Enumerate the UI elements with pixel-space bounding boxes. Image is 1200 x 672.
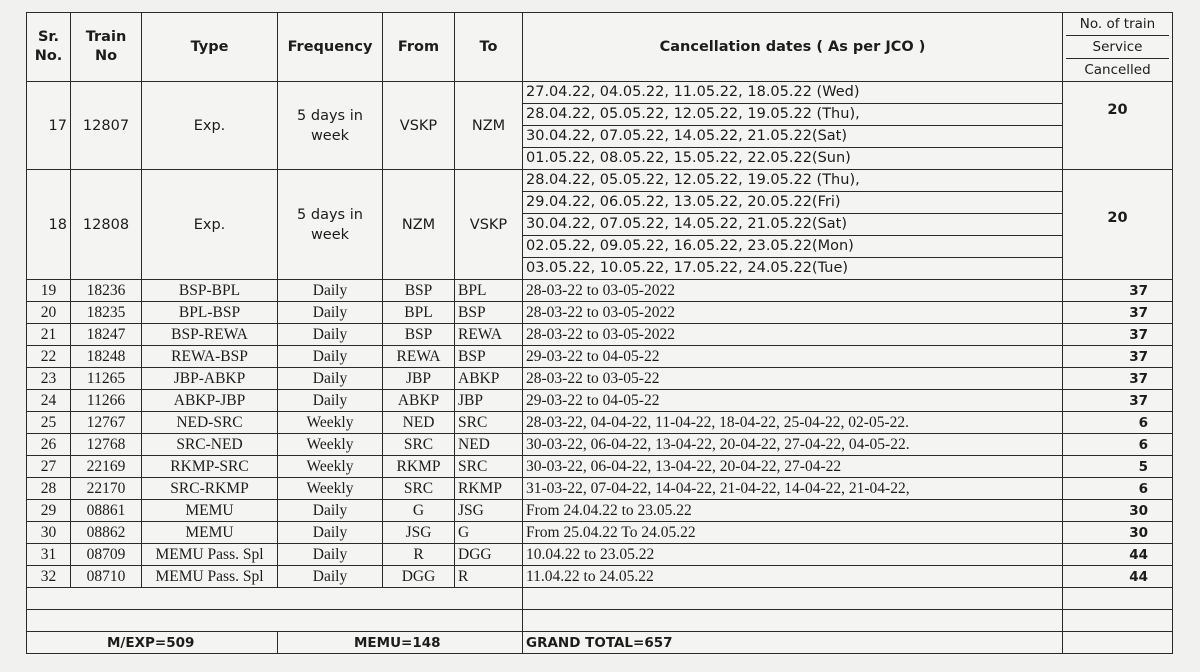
cell-frequency: Daily [278, 544, 383, 566]
cell-to: RKMP [455, 478, 523, 500]
cell-from: BSP [383, 280, 455, 302]
cell-type: RKMP-SRC [142, 456, 278, 478]
blank-cell [1063, 610, 1173, 632]
total-m-exp: M/EXP=509 [27, 632, 278, 654]
cell-from: VSKP [383, 82, 455, 170]
cell-train: 22170 [71, 478, 142, 500]
cell-to: VSKP [455, 170, 523, 280]
cell-sr: 25 [27, 412, 71, 434]
cell-type: BSP-REWA [142, 324, 278, 346]
date-line: 28.04.22, 05.05.22, 12.05.22, 19.05.22 (Thu), [523, 170, 1062, 192]
table-row [27, 566, 1173, 588]
table-row [27, 478, 1173, 500]
cell-to: ABKP [455, 368, 523, 390]
cell-from: DGG [383, 566, 455, 588]
date-line: 27.04.22, 04.05.22, 11.05.22, 18.05.22 (Wed) [523, 82, 1062, 104]
cell-sr: 22 [27, 346, 71, 368]
cell-frequency: Daily [278, 346, 383, 368]
table-header [27, 13, 1173, 82]
cell-train: 08861 [71, 500, 142, 522]
cell-count: 20 [1063, 82, 1173, 170]
cell-frequency: Daily [278, 566, 383, 588]
date-line: 02.05.22, 09.05.22, 16.05.22, 23.05.22(Mon) [523, 236, 1062, 258]
cell-to: REWA [455, 324, 523, 346]
header-services-line1: No. of train [1066, 13, 1169, 36]
cell-type: Exp. [142, 82, 278, 170]
cell-dates: 10.04.22 to 23.05.22 [523, 544, 1063, 566]
cell-dates: From 25.04.22 To 24.05.22 [523, 522, 1063, 544]
cell-count: 37 [1063, 368, 1173, 390]
blank-row [27, 610, 1173, 632]
cell-from: G [383, 500, 455, 522]
table-row [27, 390, 1173, 412]
cell-dates: 30-03-22, 06-04-22, 13-04-22, 20-04-22, 27-04-22, 04-05-22. [523, 434, 1063, 456]
cell-dates [523, 82, 1063, 170]
cell-train: 18236 [71, 280, 142, 302]
table-body [27, 82, 1173, 588]
cell-to: SRC [455, 412, 523, 434]
cell-to: BSP [455, 346, 523, 368]
grand-total: GRAND TOTAL=657 [523, 632, 1063, 654]
cell-frequency: Daily [278, 390, 383, 412]
cell-to: DGG [455, 544, 523, 566]
cell-to: BPL [455, 280, 523, 302]
total-memu: MEMU=148 [278, 632, 523, 654]
cell-sr: 20 [27, 302, 71, 324]
header-to: To [455, 13, 523, 82]
cell-train: 08710 [71, 566, 142, 588]
header-services-line2: Service [1066, 36, 1169, 59]
cell-from: BSP [383, 324, 455, 346]
cell-type: REWA-BSP [142, 346, 278, 368]
cell-sr: 29 [27, 500, 71, 522]
cell-from: R [383, 544, 455, 566]
blank-cell [523, 588, 1063, 610]
cell-to: SRC [455, 456, 523, 478]
cell-dates: From 24.04.22 to 23.05.22 [523, 500, 1063, 522]
cell-to: NED [455, 434, 523, 456]
cell-count: 37 [1063, 324, 1173, 346]
cell-frequency: Daily [278, 500, 383, 522]
cell-from: SRC [383, 434, 455, 456]
cell-from: JSG [383, 522, 455, 544]
date-line: 01.05.22, 08.05.22, 15.05.22, 22.05.22(Sun) [526, 150, 851, 166]
cell-type: MEMU [142, 522, 278, 544]
cell-train: 18248 [71, 346, 142, 368]
cell-count: 37 [1063, 280, 1173, 302]
cell-from: NZM [383, 170, 455, 280]
blank-cell [27, 610, 523, 632]
table-row [27, 522, 1173, 544]
cell-type: SRC-NED [142, 434, 278, 456]
date-line: 29.04.22, 06.05.22, 13.05.22, 20.05.22(Fri) [523, 192, 1062, 214]
cell-count: 44 [1063, 566, 1173, 588]
cell-sr: 30 [27, 522, 71, 544]
cell-train: 12808 [71, 170, 142, 280]
cell-type: MEMU [142, 500, 278, 522]
cell-count: 30 [1063, 522, 1173, 544]
date-line: 30.04.22, 07.05.22, 14.05.22, 21.05.22(Sat) [523, 126, 1062, 148]
cell-train: 22169 [71, 456, 142, 478]
cell-from: SRC [383, 478, 455, 500]
cell-from: JBP [383, 368, 455, 390]
cell-count: 5 [1063, 456, 1173, 478]
cell-frequency: Daily [278, 324, 383, 346]
blank-row [27, 588, 1173, 610]
cell-type: MEMU Pass. Spl [142, 544, 278, 566]
table-row [27, 368, 1173, 390]
cell-type: BSP-BPL [142, 280, 278, 302]
table-row [27, 544, 1173, 566]
table-row [27, 324, 1173, 346]
cell-count: 37 [1063, 302, 1173, 324]
cell-type: MEMU Pass. Spl [142, 566, 278, 588]
table-row [27, 346, 1173, 368]
cell-frequency: Weekly [278, 456, 383, 478]
cell-sr: 19 [27, 280, 71, 302]
header-services-cancelled [1063, 13, 1173, 82]
cell-train: 18247 [71, 324, 142, 346]
cell-sr: 27 [27, 456, 71, 478]
table-footer-body [27, 588, 1173, 654]
cell-train: 11265 [71, 368, 142, 390]
cell-frequency: 5 days in week [278, 170, 383, 280]
header-frequency: Frequency [278, 13, 383, 82]
date-line: 03.05.22, 10.05.22, 17.05.22, 24.05.22(Tue) [526, 260, 849, 276]
cell-sr: 31 [27, 544, 71, 566]
cell-dates: 11.04.22 to 24.05.22 [523, 566, 1063, 588]
cell-type: Exp. [142, 170, 278, 280]
cell-from: REWA [383, 346, 455, 368]
cell-frequency: Weekly [278, 434, 383, 456]
cell-train: 11266 [71, 390, 142, 412]
table-row [27, 456, 1173, 478]
cell-dates [523, 170, 1063, 280]
blank-cell [27, 588, 523, 610]
cell-type: SRC-RKMP [142, 478, 278, 500]
date-line: 28.04.22, 05.05.22, 12.05.22, 19.05.22 (Thu), [523, 104, 1062, 126]
table-row [27, 412, 1173, 434]
cell-sr: 23 [27, 368, 71, 390]
cell-dates: 31-03-22, 07-04-22, 14-04-22, 21-04-22, 14-04-22, 21-04-22, [523, 478, 1063, 500]
cell-dates: 29-03-22 to 04-05-22 [523, 390, 1063, 412]
cell-dates: 28-03-22, 04-04-22, 11-04-22, 18-04-22, 25-04-22, 02-05-22. [523, 412, 1063, 434]
cell-type: JBP-ABKP [142, 368, 278, 390]
cell-frequency: Daily [278, 368, 383, 390]
cancellation-sheet [26, 12, 1172, 656]
cell-dates: 28-03-22 to 03-05-2022 [523, 324, 1063, 346]
cell-dates: 28-03-22 to 03-05-2022 [523, 280, 1063, 302]
table-row [27, 302, 1173, 324]
cell-sr: 32 [27, 566, 71, 588]
cell-sr: 26 [27, 434, 71, 456]
cell-sr: 28 [27, 478, 71, 500]
table-row [27, 500, 1173, 522]
blank-cell [1063, 588, 1173, 610]
cell-to: G [455, 522, 523, 544]
blank-cell [1063, 632, 1173, 654]
cell-train: 12807 [71, 82, 142, 170]
totals-row [27, 632, 1173, 654]
cell-dates: 30-03-22, 06-04-22, 13-04-22, 20-04-22, 27-04-22 [523, 456, 1063, 478]
cell-dates: 28-03-22 to 03-05-22 [523, 368, 1063, 390]
cell-count: 20 [1063, 170, 1173, 280]
table-row-grouped [27, 82, 1173, 170]
cell-to: NZM [455, 82, 523, 170]
cell-to: JSG [455, 500, 523, 522]
cell-count: 37 [1063, 390, 1173, 412]
table-row-grouped [27, 170, 1173, 280]
cell-from: BPL [383, 302, 455, 324]
header-train-no: Train No [71, 13, 142, 82]
blank-cell [523, 610, 1063, 632]
cell-train: 08862 [71, 522, 142, 544]
cell-to: JBP [455, 390, 523, 412]
cell-frequency: Daily [278, 280, 383, 302]
cell-count: 6 [1063, 412, 1173, 434]
date-line: 30.04.22, 07.05.22, 14.05.22, 21.05.22(Sat) [523, 214, 1062, 236]
cell-to: R [455, 566, 523, 588]
cell-sr: 18 [27, 170, 71, 280]
cell-train: 08709 [71, 544, 142, 566]
table-row [27, 434, 1173, 456]
cell-type: NED-SRC [142, 412, 278, 434]
cell-count: 44 [1063, 544, 1173, 566]
cell-count: 37 [1063, 346, 1173, 368]
cell-frequency: Weekly [278, 478, 383, 500]
cell-frequency: Weekly [278, 412, 383, 434]
cell-from: RKMP [383, 456, 455, 478]
cell-count: 6 [1063, 434, 1173, 456]
header-type: Type [142, 13, 278, 82]
cell-sr: 17 [27, 82, 71, 170]
cell-type: BPL-BSP [142, 302, 278, 324]
cell-dates: 29-03-22 to 04-05-22 [523, 346, 1063, 368]
cancellation-table [26, 12, 1173, 654]
cell-frequency: 5 days in week [278, 82, 383, 170]
cell-from: ABKP [383, 390, 455, 412]
cell-sr: 21 [27, 324, 71, 346]
cell-frequency: Daily [278, 302, 383, 324]
header-sr-no: Sr. No. [27, 13, 71, 82]
cell-from: NED [383, 412, 455, 434]
cell-type: ABKP-JBP [142, 390, 278, 412]
cell-frequency: Daily [278, 522, 383, 544]
cell-sr: 24 [27, 390, 71, 412]
cell-count: 30 [1063, 500, 1173, 522]
cell-train: 18235 [71, 302, 142, 324]
cell-dates: 28-03-22 to 03-05-2022 [523, 302, 1063, 324]
cell-to: BSP [455, 302, 523, 324]
table-row [27, 280, 1173, 302]
cell-count: 6 [1063, 478, 1173, 500]
header-from: From [383, 13, 455, 82]
cell-train: 12767 [71, 412, 142, 434]
cell-train: 12768 [71, 434, 142, 456]
header-cancellation-dates: Cancellation dates ( As per JCO ) [523, 13, 1063, 82]
header-services-line3: Cancelled [1084, 62, 1151, 78]
header-row [27, 13, 1173, 82]
